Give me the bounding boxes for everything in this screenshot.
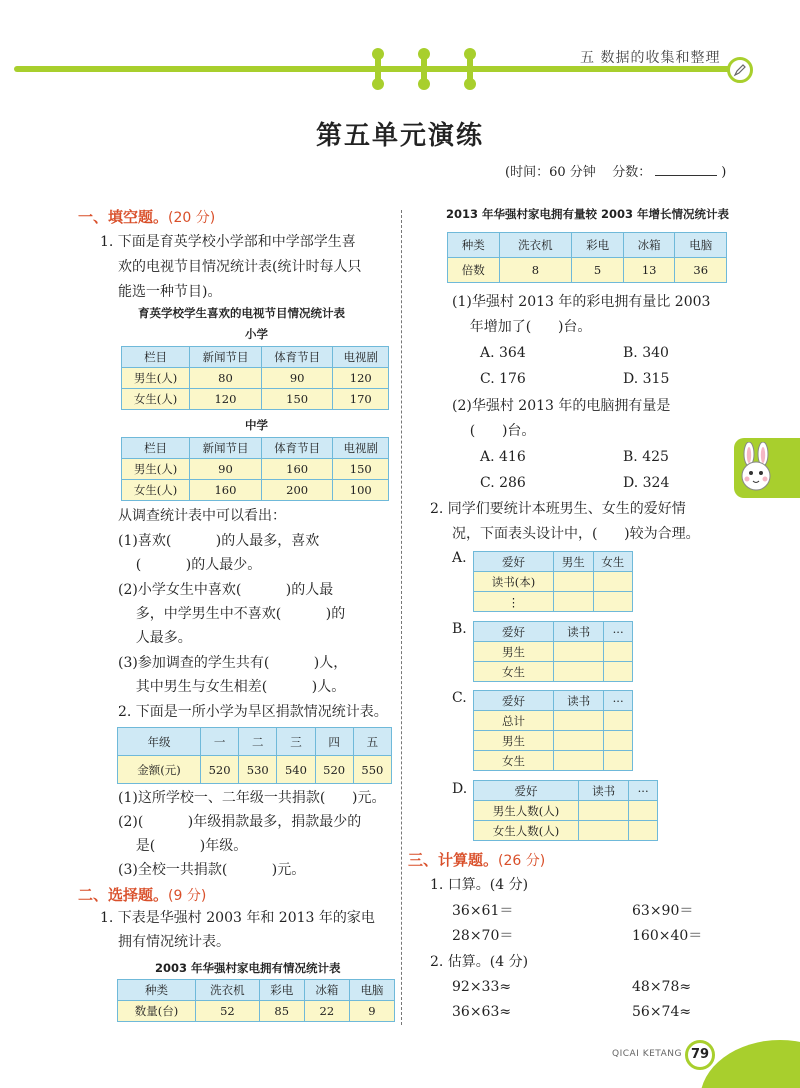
s3-q2-title: 2. 估算。(4 分) [430, 954, 529, 970]
option-letter-d[interactable]: D. [452, 781, 468, 797]
s1-q1-line: 欢的电视节目情况统计表(统计时每人只 [118, 259, 362, 275]
option-b[interactable]: B. 425 [623, 449, 669, 465]
table-cell [554, 572, 594, 592]
table-cell: 80 [190, 368, 262, 389]
table-cell: 120 [190, 389, 262, 410]
table-header: 种类 [118, 980, 196, 1001]
table-cell: 女生(人) [122, 389, 190, 410]
table-header: 电脑 [349, 980, 394, 1001]
time-score-line [505, 161, 726, 180]
section1-title: 一、填空题。 [78, 208, 169, 226]
table-cell [629, 801, 658, 821]
table-cell [554, 711, 604, 731]
corner-decoration [700, 1040, 800, 1088]
score-label: 分数： [612, 165, 652, 180]
estimate-item[interactable]: 48×78≈ [632, 979, 692, 995]
table-cell: 13 [623, 258, 675, 283]
table-cell: 女生人数(人) [474, 821, 579, 841]
s1-q1-line: 能选一种节目)。 [118, 284, 222, 300]
donation-q-line: (3)全校一共捐款( )元。 [118, 862, 306, 878]
table-header: 栏目 [122, 347, 190, 368]
page-title: 第五单元演练 [315, 121, 484, 151]
column-divider [401, 210, 402, 1025]
option-letter-b[interactable]: B. [452, 621, 467, 637]
sub2-line: ( )台。 [452, 423, 536, 439]
side-tab [734, 438, 800, 498]
table-cell: 22 [304, 1001, 349, 1022]
donation-table [117, 727, 392, 784]
pencil-icon [727, 57, 753, 83]
donation-q-line: (1)这所学校一、二年级一共捐款( )元。 [118, 790, 386, 806]
score-blank[interactable] [655, 175, 717, 176]
table-cell: 90 [261, 368, 333, 389]
table-cell: 530 [239, 756, 277, 784]
calc-item[interactable]: 36×61＝ [452, 903, 514, 919]
page-number: 79 [685, 1040, 715, 1070]
table-header: 电视剧 [333, 438, 389, 459]
table-cell: 170 [333, 389, 389, 410]
section2-title: 二、选择题。 [78, 886, 169, 904]
s2-q1-line: 1. 下表是华强村 2003 年和 2013 年的家电 [100, 910, 375, 926]
brand-label: QICAI KETANG [612, 1049, 682, 1059]
section2-points: (9 分) [168, 888, 207, 904]
table-cell: 读书(本) [474, 572, 554, 592]
table-cell: 总计 [474, 711, 554, 731]
section2-heading [78, 884, 206, 905]
tv-table-caption: 育英学校学生喜欢的电视节目情况统计表 [138, 306, 345, 320]
table-cell: 52 [196, 1001, 260, 1022]
table-cell: 100 [333, 480, 389, 501]
table-cell [579, 821, 629, 841]
table-header: 爱好 [474, 781, 579, 801]
table-cell: 90 [190, 459, 262, 480]
table-cell: 男生 [474, 731, 554, 751]
table-header: 冰箱 [304, 980, 349, 1001]
table-header: 电视剧 [333, 347, 389, 368]
table-cell: 男生 [474, 642, 554, 662]
s1-q1-line: 1. 下面是育英学校小学部和中学部学生喜 [100, 234, 356, 250]
sub1-line: 年增加了( )台。 [452, 319, 592, 335]
option-d[interactable]: D. 315 [623, 371, 670, 387]
binder-pin [421, 52, 427, 86]
table-header: 男生 [554, 552, 594, 572]
option-letter-a[interactable]: A. [452, 550, 467, 566]
table-header: 爱好 [474, 622, 554, 642]
table-cell [554, 731, 604, 751]
primary-table [121, 346, 389, 410]
sub2-line: (2)华强村 2013 年的电脑拥有量是 [452, 398, 671, 414]
table-header: 爱好 [474, 552, 554, 572]
table-header: 一 [201, 728, 239, 756]
analysis-line: ( )的人最少。 [118, 557, 262, 573]
table-cell: 男生(人) [122, 459, 190, 480]
table-header: 新闻节目 [190, 347, 262, 368]
option-b-table [473, 621, 633, 682]
section3-title: 三、计算题。 [408, 851, 499, 869]
section3-heading [408, 849, 545, 870]
table-header: 读书 [554, 622, 604, 642]
section1-heading [78, 206, 215, 227]
analysis-line: 多，中学男生中不喜欢( )的 [118, 606, 346, 622]
table-header: 五 [353, 728, 391, 756]
section3-points: (26 分) [498, 853, 546, 869]
table-cell: 金额(元) [118, 756, 201, 784]
table-cell: 160 [190, 480, 262, 501]
table-cell: 520 [315, 756, 353, 784]
table-header: ··· [629, 781, 658, 801]
table-cell: 36 [675, 258, 727, 283]
s2-q1-line: 拥有情况统计表。 [118, 934, 230, 950]
binder-pin [375, 52, 381, 86]
table-cell [604, 711, 633, 731]
table-cell: 160 [261, 459, 333, 480]
table-cell [554, 662, 604, 682]
donation-q-line: (2)( )年级捐款最多，捐款最少的 [118, 814, 362, 830]
calc-item[interactable]: 28×70＝ [452, 928, 514, 944]
table-cell: 85 [259, 1001, 304, 1022]
table-header: 四 [315, 728, 353, 756]
growth-table [447, 232, 727, 283]
table-cell: 9 [349, 1001, 394, 1022]
table-header: 读书 [579, 781, 629, 801]
table-cell: 5 [572, 258, 624, 283]
chapter-label: 五 数据的收集和整理 [580, 50, 721, 66]
table-cell: 男生(人) [122, 368, 190, 389]
table2003-caption: 2003 年华强村家电拥有情况统计表 [155, 961, 341, 975]
table-cell: 女生(人) [122, 480, 190, 501]
table-cell: 540 [277, 756, 315, 784]
option-letter-c[interactable]: C. [452, 690, 467, 706]
table-cell: 520 [201, 756, 239, 784]
bunny-icon [736, 442, 776, 496]
table-cell: 倍数 [448, 258, 500, 283]
table-cell [629, 821, 658, 841]
table-cell: 150 [261, 389, 333, 410]
table-cell: ⋮ [474, 592, 554, 612]
table-header: 三 [277, 728, 315, 756]
table-header: 读书 [554, 691, 604, 711]
growth-table-caption: 2013 年华强村家电拥有量较 2003 年增长情况统计表 [446, 207, 730, 221]
table-header: 年级 [118, 728, 201, 756]
estimate-item[interactable]: 92×33≈ [452, 979, 512, 995]
analysis-line: 从调查统计表中可以看出： [118, 508, 286, 524]
option-c[interactable]: C. 176 [480, 371, 526, 387]
table-header: 女生 [593, 552, 633, 572]
table-cell [554, 642, 604, 662]
table-header: 体育节目 [261, 347, 333, 368]
table-cell: 女生 [474, 751, 554, 771]
table-cell: 150 [333, 459, 389, 480]
option-d[interactable]: D. 324 [623, 475, 670, 491]
table-header: 二 [239, 728, 277, 756]
option-a-table [473, 551, 633, 612]
table-cell [579, 801, 629, 821]
section1-points: (20 分) [168, 210, 216, 226]
option-c[interactable]: C. 286 [480, 475, 526, 491]
table-header: 新闻节目 [190, 438, 262, 459]
table-cell: 550 [353, 756, 391, 784]
table-cell [604, 662, 633, 682]
analysis-line: 人最多。 [118, 630, 192, 646]
s2-q2-line: 况，下面表头设计中，( )较为合理。 [452, 526, 700, 542]
estimate-item[interactable]: 36×63≈ [452, 1004, 512, 1020]
table-cell [554, 592, 594, 612]
estimate-item[interactable]: 56×74≈ [632, 1004, 692, 1020]
analysis-line: 2. 下面是一所小学为旱区捐款情况统计表。 [118, 704, 388, 720]
table-cell: 200 [261, 480, 333, 501]
table-header: 爱好 [474, 691, 554, 711]
calc-item[interactable]: 63×90＝ [632, 903, 694, 919]
analysis-line: (1)喜欢( )的人最多，喜欢 [118, 533, 320, 549]
s3-q1-title: 1. 口算。(4 分) [430, 877, 529, 893]
table-header: 冰箱 [623, 233, 675, 258]
table-header: 彩电 [259, 980, 304, 1001]
option-b[interactable]: B. 340 [623, 345, 669, 361]
analysis-line: 其中男生与女生相差( )人。 [118, 679, 346, 695]
table-header: 体育节目 [261, 438, 333, 459]
option-c-table [473, 690, 633, 771]
table-cell [554, 751, 604, 771]
table-header: ··· [604, 622, 633, 642]
option-a[interactable]: A. 364 [480, 345, 526, 361]
table-cell [604, 731, 633, 751]
time-label: (时间：60 分钟 [505, 165, 596, 180]
table-cell: 数量(台) [118, 1001, 196, 1022]
s2-q2-line: 2. 同学们要统计本班男生、女生的爱好情 [430, 501, 686, 517]
analysis-line: (2)小学女生中喜欢( )的人最 [118, 582, 334, 598]
table-cell: 男生人数(人) [474, 801, 579, 821]
sub1-line: (1)华强村 2013 年的彩电拥有量比 2003 [452, 294, 711, 310]
middle-label: 中学 [245, 418, 268, 432]
calc-item[interactable]: 160×40＝ [632, 928, 703, 944]
table-header: ··· [604, 691, 633, 711]
table-header: 洗衣机 [499, 233, 572, 258]
analysis-line: (3)参加调查的学生共有( )人， [118, 655, 348, 671]
table-cell [604, 751, 633, 771]
middle-table [121, 437, 389, 501]
option-a[interactable]: A. 416 [480, 449, 526, 465]
table-header: 电脑 [675, 233, 727, 258]
table-header: 种类 [448, 233, 500, 258]
binder-pin [467, 52, 473, 86]
table-cell [593, 592, 633, 612]
primary-label: 小学 [245, 327, 268, 341]
table-header: 洗衣机 [196, 980, 260, 1001]
table-header: 栏目 [122, 438, 190, 459]
table-cell [604, 642, 633, 662]
table-cell: 女生 [474, 662, 554, 682]
table-cell [593, 572, 633, 592]
table-cell: 8 [499, 258, 572, 283]
table-cell: 120 [333, 368, 389, 389]
donation-q-line: 是( )年级。 [118, 838, 248, 854]
table-header: 彩电 [572, 233, 624, 258]
close-paren: ) [721, 165, 727, 180]
table2003 [117, 979, 395, 1022]
option-d-table [473, 780, 658, 841]
